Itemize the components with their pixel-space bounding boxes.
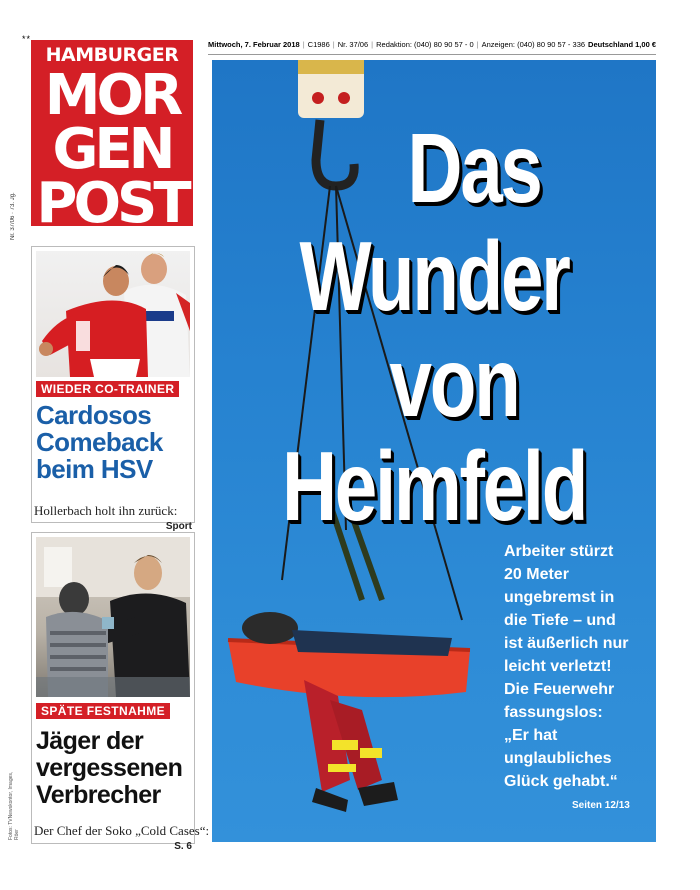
- logo-hamburger: HAMBURGER: [45, 44, 179, 66]
- issue-date: Mittwoch, 7. Februar 2018: [208, 40, 300, 49]
- photo-credit: Fotos: TVNewskontor, Images, Röer: [8, 771, 20, 840]
- teaser2-sub-text: Der Chef der Soko „Cold Cases“:: [34, 823, 210, 838]
- deck-line: fassungslos:: [504, 704, 603, 721]
- price: Deutschland 1,00 €: [588, 40, 656, 49]
- logo-mor: MOR: [44, 63, 180, 128]
- issue-number: Nr. 37/06: [337, 40, 369, 49]
- teaser1-subline: [34, 503, 192, 532]
- side-issue-info: Nr. 37/06 · 73. Jg.: [10, 192, 16, 240]
- main-story[interactable]: [212, 60, 656, 842]
- deck-line: ungebremst in: [504, 589, 615, 606]
- teaser1-headline[interactable]: [36, 402, 192, 483]
- arrest-photo: [36, 537, 190, 697]
- main-headline-line3: von: [389, 327, 519, 437]
- teaser2-headline-line1: Jäger der: [36, 727, 144, 755]
- deck-line: ist äußerlich nur: [504, 635, 629, 652]
- teaser1-page-ref: Sport: [165, 521, 192, 532]
- teaser2-headline[interactable]: [36, 728, 192, 809]
- page-reference[interactable]: Seiten 12/13: [572, 800, 630, 811]
- edition-stars: **: [22, 34, 32, 44]
- main-deck: [504, 540, 650, 793]
- deck-line: Die Feuerwehr: [504, 681, 615, 698]
- deck-line: leicht verletzt!: [504, 658, 612, 675]
- teaser2-headline-line3: Verbrecher: [36, 781, 161, 809]
- logo-post: POST: [36, 171, 188, 226]
- deck-line: 20 Meter: [504, 566, 569, 583]
- deck-line: Arbeiter stürzt: [504, 543, 614, 560]
- deck-line: Glück gehabt.“: [504, 773, 618, 790]
- teaser1-headline-line3: beim HSV: [36, 454, 153, 484]
- teaser-cold-cases[interactable]: [31, 532, 210, 852]
- anzeigen-phone: Anzeigen: (040) 80 90 57 - 336: [481, 40, 586, 49]
- teaser2-headline-line2: vergessenen: [36, 754, 183, 782]
- football-players-photo: [36, 251, 190, 377]
- main-headline-line2: Wunder: [299, 221, 569, 331]
- main-headline-line4: Heimfeld: [281, 431, 587, 541]
- issue-code: C1986: [307, 40, 330, 49]
- teaser1-headline-line2: Comeback: [36, 427, 163, 457]
- teaser2-subline: [34, 823, 210, 852]
- teaser2-kicker: SPÄTE FESTNAHME: [36, 703, 170, 719]
- teaser1-sub-text: Hollerbach holt ihn zurück:: [34, 503, 178, 518]
- teaser1-headline-line1: Cardosos: [36, 400, 152, 430]
- deck-line: unglaubliches: [504, 750, 612, 767]
- main-headline-line1: Das: [407, 113, 541, 223]
- teaser-hsv[interactable]: [31, 246, 195, 532]
- teaser1-kicker: WIEDER CO-TRAINER: [36, 381, 179, 397]
- deck-line: „Er hat: [504, 727, 558, 744]
- deck-line: die Tiefe – und: [504, 612, 616, 629]
- teaser2-page-ref: S. 6: [174, 841, 192, 852]
- redaktion-phone: Redaktion: (040) 80 90 57 - 0: [376, 40, 474, 49]
- info-bar: Mittwoch, 7. Februar 2018 | C1986 | Nr. 37/06 | Redaktion: (040) 80 90 57 - 0 | Anzeigen: (040) 80 90 57 - 336 Deutschland 1,00 €: [208, 40, 656, 55]
- newspaper-logo[interactable]: [31, 40, 193, 226]
- logo-gen: GEN: [52, 117, 172, 182]
